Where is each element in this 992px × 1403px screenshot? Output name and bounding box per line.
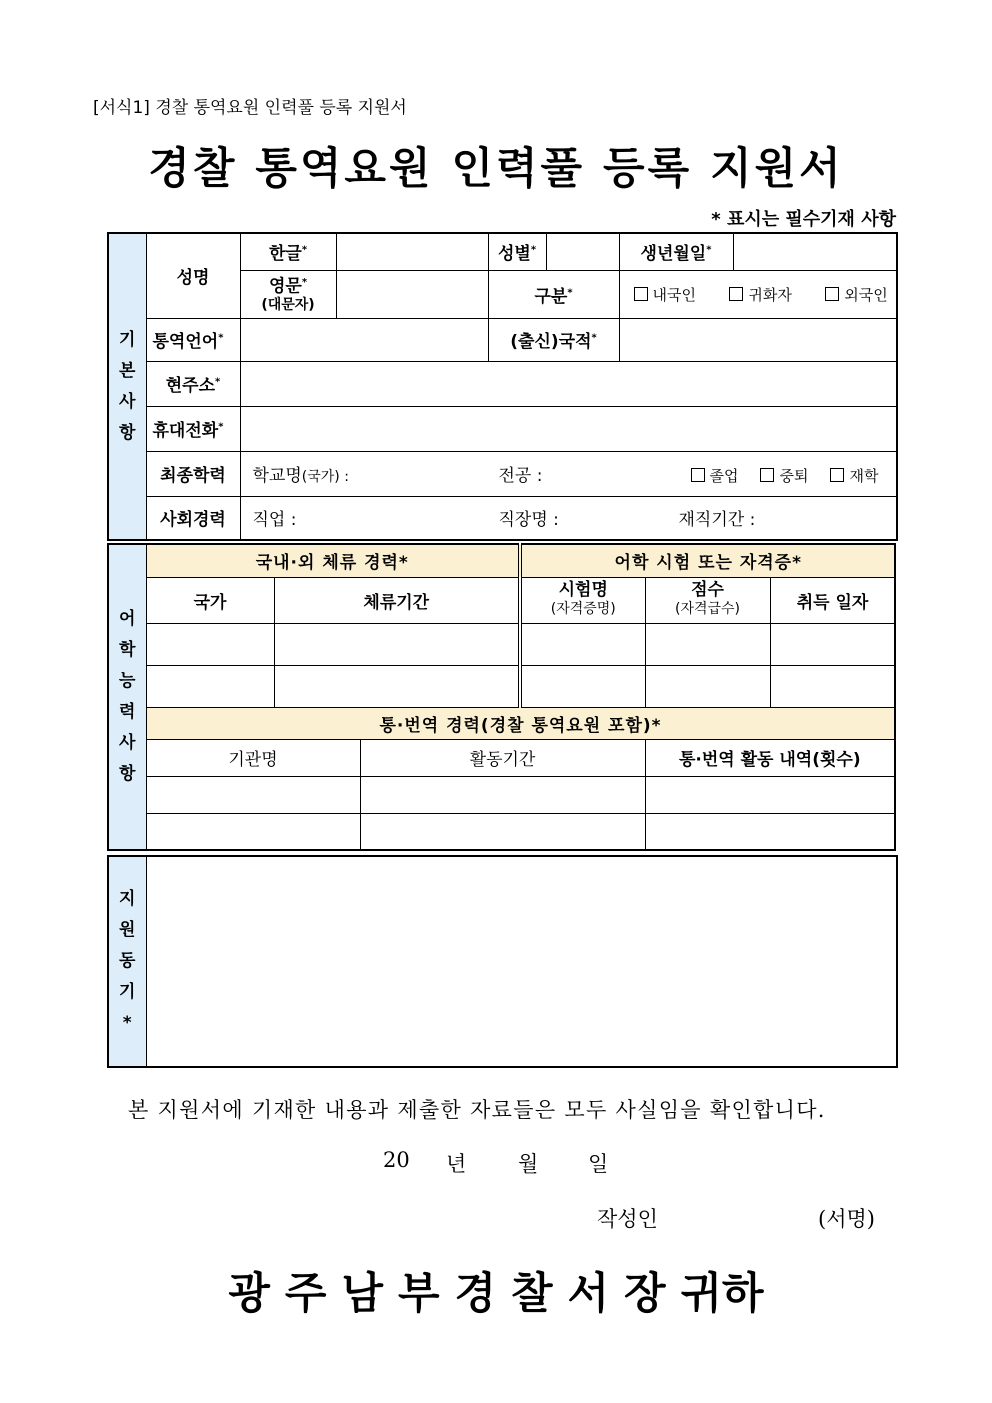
english-name-label: 영문* (대문자) [240, 270, 336, 318]
confirmation-statement: 본 지원서에 기재한 내용과 제출한 자료들은 모두 사실임을 확인합니다. [128, 1098, 826, 1122]
activity-period-cell[interactable] [360, 813, 645, 850]
education-label: 최종학력 [146, 451, 240, 496]
score-cell[interactable] [645, 623, 770, 665]
language-ability-table [107, 543, 896, 851]
career-label: 사회경력 [146, 496, 240, 540]
language-test-header: 어학 시험 또는 자격증* [520, 544, 895, 577]
score-header: 점수 (자격급수) [645, 577, 770, 623]
test-name-cell[interactable] [520, 665, 645, 707]
country-cell[interactable] [146, 665, 274, 707]
basic-info-side-label: 기 본 사 항 [108, 233, 146, 540]
stay-period-cell[interactable] [274, 623, 520, 665]
activity-period-cell[interactable] [360, 776, 645, 813]
address-label: 현주소* [146, 361, 240, 406]
interpretation-row [108, 776, 895, 813]
org-cell[interactable] [146, 813, 360, 850]
signer-label: 작성인 [597, 1207, 658, 1231]
org-header: 기관명 [146, 739, 360, 776]
motivation-side-label: 지 원 동 기 * [108, 856, 146, 1067]
activity-detail-header: 통·번역 활동 내역(횟수) [645, 739, 895, 776]
gender-label: 성별* [488, 233, 546, 270]
tenure-label: 재직기간 : [678, 510, 756, 531]
language-label: 통역언어* [146, 318, 240, 361]
score-cell[interactable] [645, 665, 770, 707]
country-header: 국가 [146, 577, 274, 623]
form-number-label: [서식1] 경찰 통역요원 인력풀 등록 지원서 [93, 98, 407, 118]
hangul-name-label: 한글* [240, 233, 336, 270]
category-domestic-checkbox[interactable]: 내국인 [634, 286, 696, 304]
address-field[interactable] [240, 361, 897, 406]
test-name-cell[interactable] [520, 623, 645, 665]
edu-graduated-checkbox[interactable]: 졸업 [691, 465, 739, 486]
english-name-field[interactable] [336, 270, 488, 318]
date-year-prefix: 20 [383, 1148, 410, 1172]
birth-label: 생년월일* [619, 233, 733, 270]
stay-test-row [108, 623, 895, 665]
activity-detail-cell[interactable] [645, 813, 895, 850]
required-note: * 표시는 필수기재 사항 [711, 209, 896, 230]
category-label: 구분* [488, 270, 619, 318]
gender-field[interactable] [546, 233, 619, 270]
date-month-label: 월 [518, 1152, 539, 1176]
activity-detail-cell[interactable] [645, 776, 895, 813]
motivation-table [107, 855, 898, 1068]
date-year-label: 년 [446, 1152, 467, 1176]
category-options [619, 270, 897, 318]
acquired-date-header: 취득 일자 [770, 577, 895, 623]
stay-test-row [108, 665, 895, 707]
signature-placeholder[interactable]: (서명) [818, 1207, 875, 1231]
hangul-name-field[interactable] [336, 233, 488, 270]
org-cell[interactable] [146, 776, 360, 813]
language-ability-side-label: 어 학 능 력 사 항 [108, 544, 146, 850]
name-label: 성명 [146, 233, 240, 318]
category-foreigner-checkbox[interactable]: 외국인 [825, 286, 887, 304]
nationality-field[interactable] [619, 318, 897, 361]
language-field[interactable] [240, 318, 488, 361]
job-label: 직업 : [252, 510, 297, 531]
career-field[interactable] [240, 496, 897, 540]
stay-period-header: 체류기간 [274, 577, 520, 623]
activity-period-header: 활동기간 [360, 739, 645, 776]
major-label: 전공 : [498, 466, 543, 486]
motivation-field[interactable] [146, 856, 897, 1067]
stay-period-cell[interactable] [274, 665, 520, 707]
school-label: 학교명 [252, 466, 302, 486]
acquired-date-cell[interactable] [770, 665, 895, 707]
date-day-label: 일 [588, 1152, 609, 1176]
country-cell[interactable] [146, 623, 274, 665]
phone-field[interactable] [240, 406, 897, 451]
category-naturalized-checkbox[interactable]: 귀화자 [729, 286, 791, 304]
basic-info-table [107, 232, 898, 541]
birth-field[interactable] [733, 233, 897, 270]
nationality-label: (출신)국적* [488, 318, 619, 361]
stay-experience-header: 국내·외 체류 경력* [146, 544, 520, 577]
acquired-date-cell[interactable] [770, 623, 895, 665]
interpretation-row [108, 813, 895, 850]
test-name-header: 시험명 (자격증명) [520, 577, 645, 623]
page-title: 경찰 통역요원 인력풀 등록 지원서 [148, 144, 844, 194]
recipient-line: 광 주 남 부 경 찰 서 장 귀하 [228, 1269, 764, 1319]
edu-dropout-checkbox[interactable]: 중퇴 [760, 465, 808, 486]
edu-enrolled-checkbox[interactable]: 재학 [830, 465, 878, 486]
interpretation-experience-header: 통·번역 경력(경찰 통역요원 포함)* [146, 707, 895, 739]
workplace-label: 직장명 : [498, 510, 559, 531]
education-field[interactable]: 학교명(국가) : 전공 : 졸업 중퇴 재학 [240, 451, 897, 496]
phone-label: 휴대전화* [146, 406, 240, 451]
